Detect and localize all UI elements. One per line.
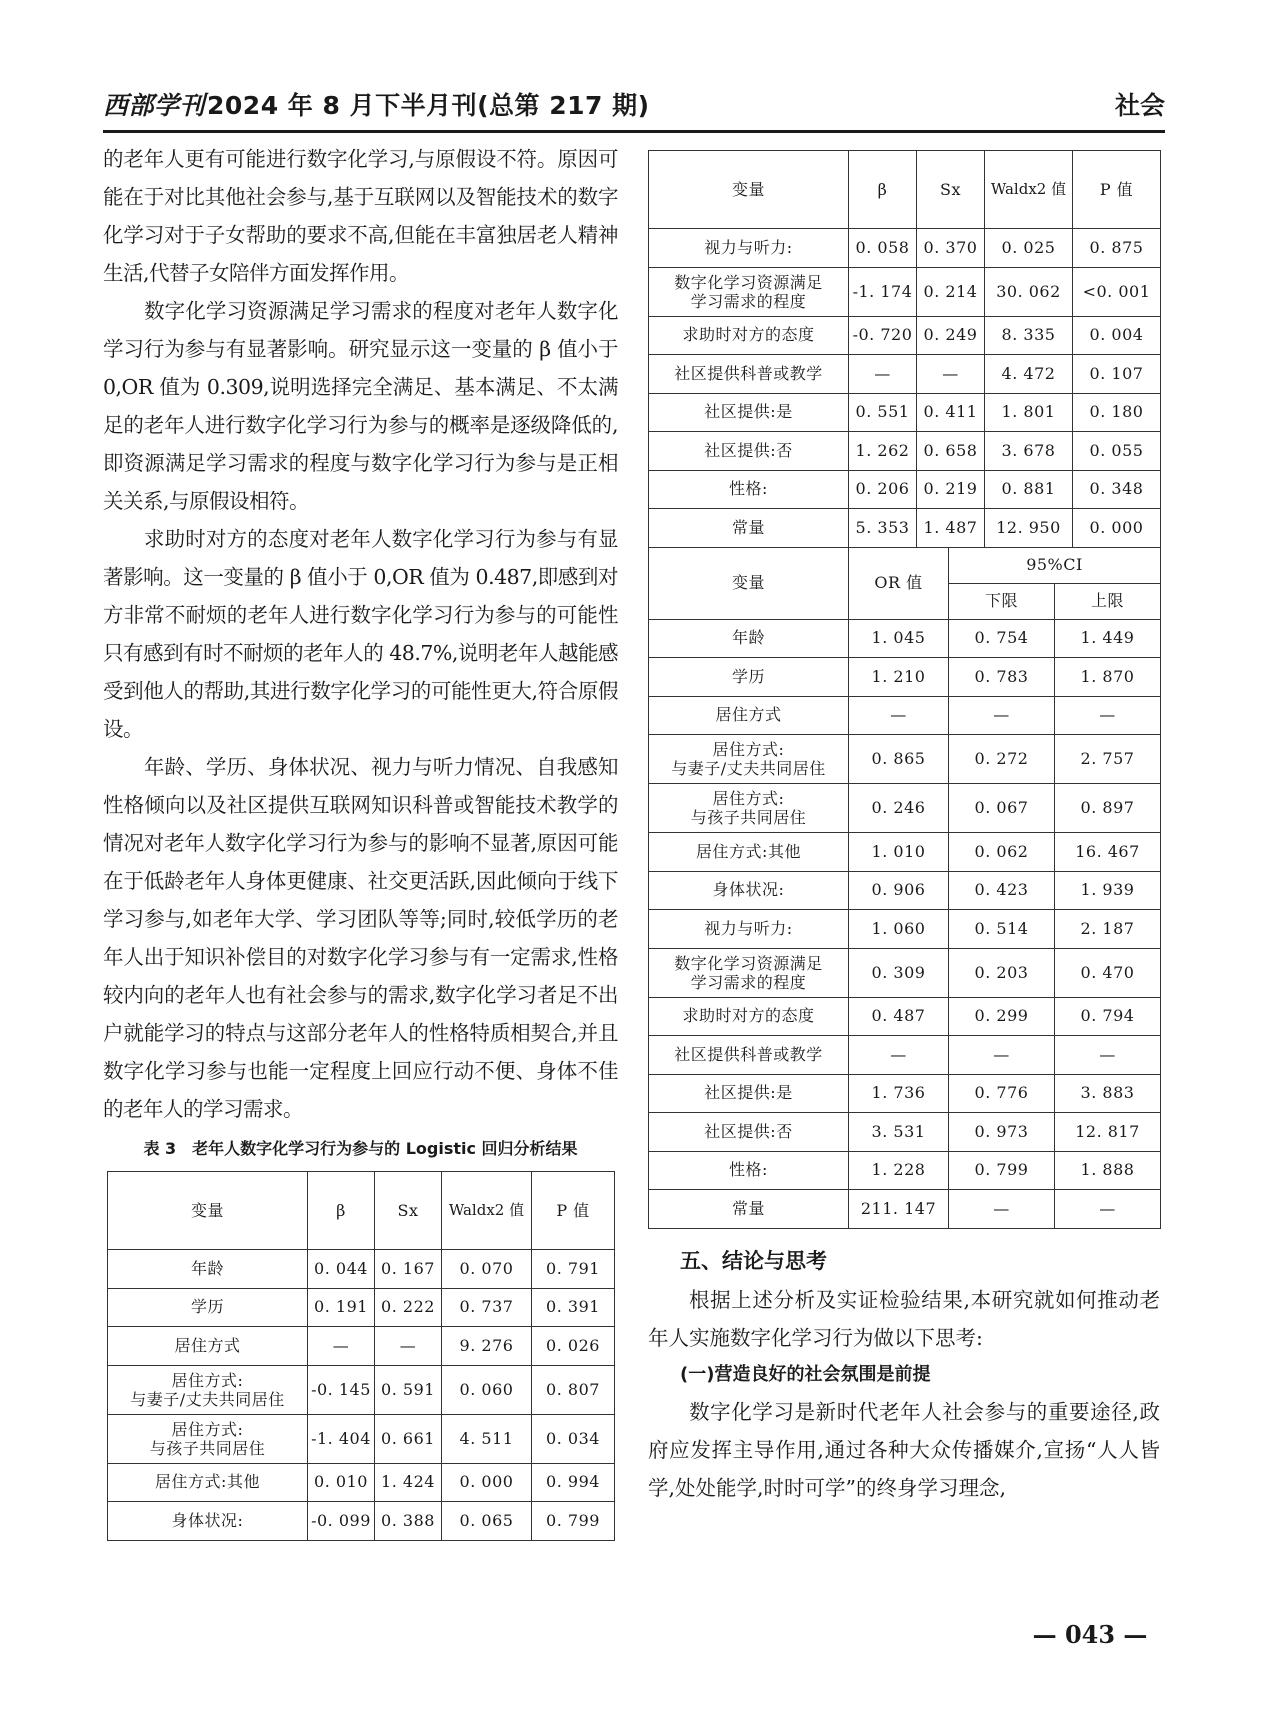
table-row xyxy=(649,910,1161,949)
value-cell: — xyxy=(849,355,917,394)
value-cell: 0. 897 xyxy=(1055,784,1161,833)
variable-cell: 居住方式: 与妻子/丈夫共同居住 xyxy=(649,735,849,784)
value-cell: 30. 062 xyxy=(985,267,1073,316)
value-cell: 0. 906 xyxy=(849,871,949,910)
value-cell: — xyxy=(849,1036,949,1075)
variable-cell: 社区提供科普或教学 xyxy=(649,355,849,394)
value-cell: <0. 001 xyxy=(1073,267,1161,316)
or-header-upper: 上限 xyxy=(1055,583,1161,619)
value-cell: 3. 883 xyxy=(1055,1074,1161,1113)
running-header xyxy=(103,80,1165,133)
value-cell: — xyxy=(1055,696,1161,735)
value-cell: 1. 045 xyxy=(849,619,949,658)
value-cell: 0. 107 xyxy=(1073,355,1161,394)
value-cell: 0. 034 xyxy=(532,1414,615,1463)
table-row xyxy=(649,1036,1161,1075)
paragraph: 求助时对方的态度对老年人数字化学习行为参与有显著影响。这一变量的 β 值小于 0,OR 值为 0.487,即感到对方非常不耐烦的老年人进行数字化学习行为参与的可能性只有感到有时不耐烦的老年人的 48.7%,说明老年人越能感受到他人的帮助,其进行数字化学习的可能性更大,符合原假设。 xyxy=(103,527,618,741)
variable-cell: 年龄 xyxy=(108,1250,308,1289)
value-cell: — xyxy=(949,696,1055,735)
value-cell: 1. 888 xyxy=(1055,1151,1161,1190)
value-cell: 1. 060 xyxy=(849,910,949,949)
value-cell: 0. 754 xyxy=(949,619,1055,658)
table-row xyxy=(649,509,1161,548)
variable-cell: 居住方式:其他 xyxy=(649,833,849,872)
variable-cell: 数字化学习资源满足 学习需求的程度 xyxy=(649,948,849,997)
header-cell: Waldx2 值 xyxy=(442,1172,532,1250)
or-header-lower: 下限 xyxy=(949,583,1055,619)
value-cell: 0. 776 xyxy=(949,1074,1055,1113)
value-cell: 0. 737 xyxy=(442,1288,532,1327)
value-cell: 0. 249 xyxy=(917,316,985,355)
value-cell: 0. 010 xyxy=(308,1463,375,1502)
value-cell: 0. 799 xyxy=(532,1502,615,1541)
value-cell: 0. 783 xyxy=(949,658,1055,697)
value-cell: — xyxy=(1055,1036,1161,1075)
paragraph: 根据上述分析及实证检验结果,本研究就如何推动老年人实施数字化学习行为做以下思考: xyxy=(648,1287,1160,1350)
value-cell: 0. 470 xyxy=(1055,948,1161,997)
variable-cell: 社区提供科普或教学 xyxy=(649,1036,849,1075)
table-row xyxy=(649,833,1161,872)
value-cell: 0. 180 xyxy=(1073,393,1161,432)
table-row xyxy=(108,1250,615,1289)
header-cell: P 值 xyxy=(532,1172,615,1250)
table-caption: 表 3 老年人数字化学习行为参与的 Logistic 回归分析结果 xyxy=(143,1139,578,1158)
regression-table-part2 xyxy=(648,150,1161,548)
value-cell: 0. 423 xyxy=(949,871,1055,910)
variable-cell: 社区提供:是 xyxy=(649,1074,849,1113)
value-cell: 0. 487 xyxy=(849,997,949,1036)
variable-cell: 视力与听力: xyxy=(649,229,849,268)
issue-info: 2024 年 8 月下半月刊(总第 217 期) xyxy=(207,91,650,120)
header-cell: β xyxy=(308,1172,375,1250)
table-row xyxy=(108,1414,615,1463)
section-heading: 五、结论与思考 xyxy=(680,1248,827,1273)
variable-cell: 居住方式 xyxy=(108,1327,308,1366)
table-row xyxy=(649,267,1161,316)
value-cell: 0. 000 xyxy=(1073,509,1161,548)
table-row xyxy=(649,229,1161,268)
value-cell: — xyxy=(917,355,985,394)
value-cell: 1. 736 xyxy=(849,1074,949,1113)
value-cell: 5. 353 xyxy=(849,509,917,548)
variable-cell: 学历 xyxy=(649,658,849,697)
value-cell: 0. 070 xyxy=(442,1250,532,1289)
header-cell: P 值 xyxy=(1073,151,1161,229)
value-cell: 0. 026 xyxy=(532,1327,615,1366)
table-row xyxy=(649,871,1161,910)
table-row xyxy=(108,1463,615,1502)
variable-cell: 居住方式: 与孩子共同居住 xyxy=(108,1414,308,1463)
value-cell: 0. 000 xyxy=(442,1463,532,1502)
table-row xyxy=(108,1502,615,1541)
variable-cell: 身体状况: xyxy=(108,1502,308,1541)
table-row xyxy=(108,1365,615,1414)
value-cell: 0. 272 xyxy=(949,735,1055,784)
value-cell: 12. 817 xyxy=(1055,1113,1161,1152)
value-cell: 0. 370 xyxy=(917,229,985,268)
page-number: — 043 — xyxy=(1032,1620,1148,1649)
variable-cell: 居住方式: 与孩子共同居住 xyxy=(649,784,849,833)
value-cell: 0. 062 xyxy=(949,833,1055,872)
variable-cell: 身体状况: xyxy=(649,871,849,910)
table-row xyxy=(108,1288,615,1327)
right-column xyxy=(648,150,1160,1507)
value-cell: 0. 191 xyxy=(308,1288,375,1327)
table-header-row xyxy=(649,151,1161,229)
value-cell: — xyxy=(849,696,949,735)
variable-cell: 视力与听力: xyxy=(649,910,849,949)
value-cell: 1. 801 xyxy=(985,393,1073,432)
value-cell: 1. 424 xyxy=(375,1463,442,1502)
value-cell: 211. 147 xyxy=(849,1190,949,1229)
variable-cell: 居住方式:其他 xyxy=(108,1463,308,1502)
value-cell: 0. 348 xyxy=(1073,470,1161,509)
value-cell: 0. 219 xyxy=(917,470,985,509)
table-row xyxy=(649,1190,1161,1229)
value-cell: 0. 025 xyxy=(985,229,1073,268)
value-cell: — xyxy=(375,1327,442,1366)
value-cell: 3. 531 xyxy=(849,1113,949,1152)
value-cell: 0. 514 xyxy=(949,910,1055,949)
value-cell: 0. 591 xyxy=(375,1365,442,1414)
variable-cell: 性格: xyxy=(649,1151,849,1190)
value-cell: 0. 973 xyxy=(949,1113,1055,1152)
table-row xyxy=(649,696,1161,735)
table-body xyxy=(649,229,1161,548)
value-cell: -0. 145 xyxy=(308,1365,375,1414)
variable-cell: 居住方式 xyxy=(649,696,849,735)
variable-cell: 学历 xyxy=(108,1288,308,1327)
table-row xyxy=(649,355,1161,394)
value-cell: 16. 467 xyxy=(1055,833,1161,872)
value-cell: 0. 791 xyxy=(532,1250,615,1289)
value-cell: 1. 262 xyxy=(849,432,917,471)
table-row xyxy=(649,316,1161,355)
value-cell: 1. 228 xyxy=(849,1151,949,1190)
value-cell: 1. 939 xyxy=(1055,871,1161,910)
table-row xyxy=(649,432,1161,471)
header-cell: β xyxy=(849,151,917,229)
value-cell: 0. 658 xyxy=(917,432,985,471)
value-cell: 9. 276 xyxy=(442,1327,532,1366)
value-cell: 0. 411 xyxy=(917,393,985,432)
value-cell: 0. 067 xyxy=(949,784,1055,833)
value-cell: 0. 299 xyxy=(949,997,1055,1036)
table-row xyxy=(649,735,1161,784)
variable-cell: 常量 xyxy=(649,509,849,548)
variable-cell: 居住方式: 与妻子/丈夫共同居住 xyxy=(108,1365,308,1414)
or-header-variable: 变量 xyxy=(649,547,849,619)
value-cell: 0. 799 xyxy=(949,1151,1055,1190)
value-cell: 0. 206 xyxy=(849,470,917,509)
table-row xyxy=(649,997,1161,1036)
variable-cell: 社区提供:否 xyxy=(649,432,849,471)
table-body xyxy=(649,619,1161,1228)
value-cell: 3. 678 xyxy=(985,432,1073,471)
table-row xyxy=(649,948,1161,997)
value-cell: 1. 487 xyxy=(917,509,985,548)
paragraph: 数字化学习资源满足学习需求的程度对老年人数字化学习行为参与有显著影响。研究显示这一变量的 β 值小于 0,OR 值为 0.309,说明选择完全满足、基本满足、不太满足的老年人进行数字化学习行为参与的概率是逐级降低的,即资源满足学习需求的程度与数字化学习行为参与是正相关关系,与原假设相符。 xyxy=(103,299,618,513)
table-header-row xyxy=(108,1172,615,1250)
value-cell: 0. 994 xyxy=(532,1463,615,1502)
value-cell: 0. 060 xyxy=(442,1365,532,1414)
table-row xyxy=(649,619,1161,658)
table-row xyxy=(649,784,1161,833)
variable-cell: 年龄 xyxy=(649,619,849,658)
value-cell: 0. 875 xyxy=(1073,229,1161,268)
value-cell: 0. 246 xyxy=(849,784,949,833)
value-cell: 8. 335 xyxy=(985,316,1073,355)
variable-cell: 社区提供:否 xyxy=(649,1113,849,1152)
value-cell: 0. 865 xyxy=(849,735,949,784)
header-cell: 变量 xyxy=(649,151,849,229)
value-cell: — xyxy=(949,1190,1055,1229)
header-cell: Waldx2 值 xyxy=(985,151,1073,229)
journal-logo: 西部学刊 xyxy=(103,91,206,120)
value-cell: 0. 004 xyxy=(1073,316,1161,355)
value-cell: -1. 174 xyxy=(849,267,917,316)
table-row xyxy=(649,470,1161,509)
value-cell: 0. 388 xyxy=(375,1502,442,1541)
or-header-row xyxy=(649,547,1161,583)
header-cell: 变量 xyxy=(108,1172,308,1250)
value-cell: 2. 757 xyxy=(1055,735,1161,784)
paragraph: 的老年人更有可能进行数字化学习,与原假设不符。原因可能在于对比其他社会参与,基于互联网以及智能技术的数字化学习对于子女帮助的要求不高,但能在丰富独居老人精神生活,代替子女陪伴方面发挥作用。 xyxy=(103,147,618,285)
value-cell: 0. 065 xyxy=(442,1502,532,1541)
value-cell: 0. 167 xyxy=(375,1250,442,1289)
value-cell: 0. 794 xyxy=(1055,997,1161,1036)
or-header-or: OR 值 xyxy=(849,547,949,619)
value-cell: 1. 449 xyxy=(1055,619,1161,658)
value-cell: 0. 309 xyxy=(849,948,949,997)
value-cell: 1. 870 xyxy=(1055,658,1161,697)
value-cell: 4. 511 xyxy=(442,1414,532,1463)
table-body xyxy=(108,1250,615,1541)
variable-cell: 社区提供:是 xyxy=(649,393,849,432)
value-cell: 0. 055 xyxy=(1073,432,1161,471)
table-row xyxy=(649,1151,1161,1190)
value-cell: 0. 058 xyxy=(849,229,917,268)
value-cell: — xyxy=(1055,1190,1161,1229)
left-column xyxy=(103,140,618,1541)
table-row xyxy=(649,1113,1161,1152)
value-cell: -0. 720 xyxy=(849,316,917,355)
value-cell: 0. 661 xyxy=(375,1414,442,1463)
variable-cell: 性格: xyxy=(649,470,849,509)
value-cell: 0. 881 xyxy=(985,470,1073,509)
journal-issue xyxy=(103,86,650,122)
value-cell: -0. 099 xyxy=(308,1502,375,1541)
paragraph: 年龄、学历、身体状况、视力与听力情况、自我感知性格倾向以及社区提供互联网知识科普或智能技术教学的情况对老年人数字化学习行为参与的影响不显著,原因可能在于低龄老年人身体更健康、社交更活跃,因此倾向于线下学习参与,如老年大学、学习团队等等;同时,较低学历的老年人出于知识补偿目的对数字化学习参与有一定需求,性格较内向的老年人也有社会参与的需求,数字化学习者足不出户就能学习的特点与这部分老年人的性格特质相契合,并且数字化学习参与也能一定程度上回应行动不便、身体不佳的老年人的学习需求。 xyxy=(103,755,618,1121)
or-header-ci: 95%CI xyxy=(949,547,1161,583)
value-cell: 0. 044 xyxy=(308,1250,375,1289)
value-cell: 0. 807 xyxy=(532,1365,615,1414)
table-row xyxy=(108,1327,615,1366)
variable-cell: 数字化学习资源满足 学习需求的程度 xyxy=(649,267,849,316)
regression-table-part1 xyxy=(107,1171,615,1541)
header-cell: Sx xyxy=(917,151,985,229)
variable-cell: 常量 xyxy=(649,1190,849,1229)
subsection-heading: (一)营造良好的社会氛围是前提 xyxy=(680,1363,931,1385)
value-cell: -1. 404 xyxy=(308,1414,375,1463)
header-cell: Sx xyxy=(375,1172,442,1250)
value-cell: — xyxy=(949,1036,1055,1075)
section-name: 社会 xyxy=(1114,91,1165,120)
variable-cell: 求助时对方的态度 xyxy=(649,997,849,1036)
paragraph: 数字化学习是新时代老年人社会参与的重要途径,政府应发挥主导作用,通过各种大众传播媒介,宣扬“人人皆学,处处能学,时时可学”的终身学习理念, xyxy=(648,1399,1160,1500)
value-cell: 1. 210 xyxy=(849,658,949,697)
variable-cell: 求助时对方的态度 xyxy=(649,316,849,355)
value-cell: 0. 222 xyxy=(375,1288,442,1327)
odds-ratio-table xyxy=(648,547,1161,1229)
value-cell: 1. 010 xyxy=(849,833,949,872)
value-cell: 12. 950 xyxy=(985,509,1073,548)
table-row xyxy=(649,658,1161,697)
value-cell: — xyxy=(308,1327,375,1366)
value-cell: 2. 187 xyxy=(1055,910,1161,949)
value-cell: 4. 472 xyxy=(985,355,1073,394)
table-row xyxy=(649,1074,1161,1113)
table-row xyxy=(649,393,1161,432)
value-cell: 0. 551 xyxy=(849,393,917,432)
value-cell: 0. 391 xyxy=(532,1288,615,1327)
value-cell: 0. 203 xyxy=(949,948,1055,997)
value-cell: 0. 214 xyxy=(917,267,985,316)
